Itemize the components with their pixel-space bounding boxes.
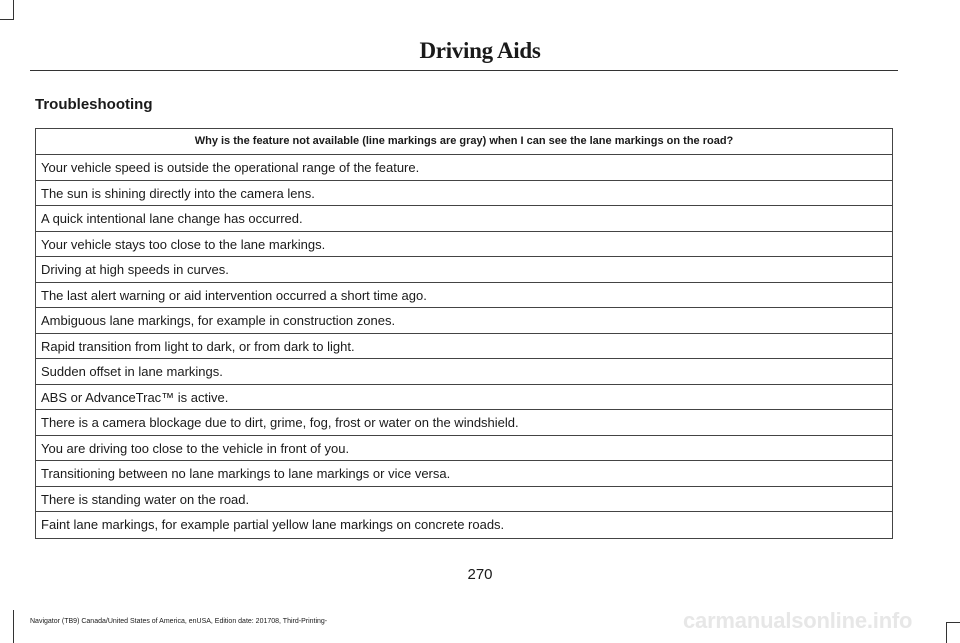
- section-title: Troubleshooting: [35, 96, 153, 113]
- table-row: You are driving too close to the vehicle in front of you.: [36, 436, 892, 462]
- table-row: Faint lane markings, for example partial yellow lane markings on concrete roads.: [41, 517, 505, 532]
- table-row: ABS or AdvanceTrac™ is active.: [36, 385, 892, 411]
- table-row: Your vehicle stays too close to the lane markings.: [36, 232, 892, 258]
- crop-mark-bottom-right-vertical: [946, 622, 947, 643]
- table-row: The last alert warning or aid intervention occurred a short time ago.: [36, 283, 892, 309]
- site-watermark: carmanualsonline.info: [683, 608, 913, 633]
- table-row: There is a camera blockage due to dirt, grime, fog, frost or water on the windshield.: [36, 410, 892, 436]
- troubleshooting-table: [35, 128, 893, 539]
- table-header: Why is the feature not available (line markings are gray) when I can see the lane markings on the road?: [36, 129, 892, 155]
- page-number: 270: [467, 566, 493, 583]
- edition-footer: Navigator (TB9) Canada/United States of America, enUSA, Edition date: 201708, Third-Printing-: [30, 618, 328, 625]
- crop-mark-top-left-vertical: [13, 0, 14, 20]
- crop-mark-bottom-left-vertical: [13, 610, 14, 643]
- table-row: Sudden offset in lane markings.: [36, 359, 892, 385]
- table-row: Ambiguous lane markings, for example in construction zones.: [36, 308, 892, 334]
- table-row: Transitioning between no lane markings to lane markings or vice versa.: [36, 461, 892, 487]
- crop-mark-top-left-horizontal: [0, 19, 14, 20]
- header-divider: [30, 70, 898, 71]
- table-row: Rapid transition from light to dark, or from dark to light.: [36, 334, 892, 360]
- table-row: The sun is shining directly into the camera lens.: [36, 181, 892, 207]
- table-row: A quick intentional lane change has occurred.: [36, 206, 892, 232]
- table-row: Driving at high speeds in curves.: [36, 257, 892, 283]
- table-row: There is standing water on the road.: [36, 487, 892, 513]
- page-header-title: Driving Aids: [419, 38, 541, 63]
- crop-mark-bottom-right-horizontal: [946, 622, 960, 623]
- table-row: Your vehicle speed is outside the operational range of the feature.: [36, 155, 892, 181]
